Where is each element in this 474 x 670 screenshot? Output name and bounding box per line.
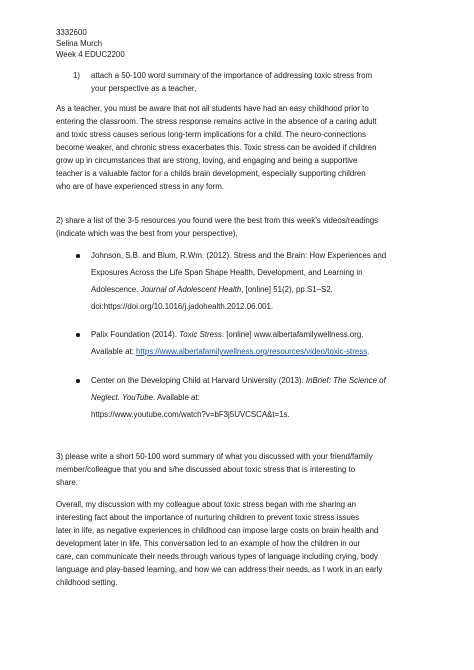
reference-1-text: , [online] 51(2), pp.S1–S2.: [241, 285, 333, 294]
reference-1-line: Exposures Across the Life Span Shape Health, Development, and Learning in: [91, 268, 363, 277]
reference-2-text: . [online] www.albertafamilywellness.org.: [221, 330, 364, 339]
reference-2-line: [91, 347, 369, 357]
bullet-icon: [76, 254, 80, 258]
answer-1-line: who are of have experienced stress in any form.: [56, 182, 224, 191]
answer-1-line: teacher is a valuable factor for a childs brain development, especially supporting children: [56, 169, 366, 178]
answer-3-line: language and play-based learning, and how we can address their needs, as I work in an early: [56, 565, 383, 574]
reference-2-text: Available at:: [91, 347, 137, 356]
answer-1-line: grow up in circumstances that are strong, loving, and engaging and being a supportive: [56, 156, 358, 165]
bullet-icon: [76, 379, 80, 383]
reference-3-text: Center on the Developing Child at Harvard University (2013).: [91, 376, 306, 385]
reference-3-line: [91, 376, 386, 386]
answer-3-line: development later in life. This conversation led to an example of how the children in our: [56, 539, 361, 548]
reference-2-link[interactable]: https://www.albertafamilywellness.org/resources/video/toxic-stress: [136, 347, 368, 356]
reference-3-text: . Available at:: [153, 393, 200, 402]
question-2-prompt-line: (indicate which was the best from your perspective),: [56, 229, 238, 238]
reference-3-title: Neglect. YouTube: [91, 393, 153, 402]
student-name: Selina Murch: [56, 39, 103, 48]
reference-2-title: Toxic Stress: [179, 330, 222, 339]
answer-1-line: and toxic stress causes serious long-term implications for a child. The neuro-connections: [56, 130, 366, 139]
reference-2-line: [91, 330, 364, 340]
reference-3-line: [91, 393, 200, 403]
answer-1-line: become weaker, and chronic stress exacerbates this. Toxic stress can be avoided if children: [56, 143, 377, 152]
answer-3-line: later in life, as negative experiences in childhood can impose large costs on brain health and: [56, 526, 379, 535]
question-1-number: 1): [73, 71, 81, 80]
answer-3-line: interesting fact about the importance of nurturing children to prevent toxic stress issues: [56, 513, 360, 522]
answer-1-line: entering the classroom. The stress response remains active in the absence of a caring adult: [56, 117, 377, 126]
question-2-prompt-line: 2) share a list of the 3-5 resources you found were the best from this week's videos/readings: [56, 216, 379, 225]
answer-3-line: Overall, my discussion with my colleague about toxic stress began with me sharing an: [56, 500, 356, 509]
answer-1-line: As a teacher, you must be aware that not all students have had an easy childhood prior to: [56, 104, 369, 113]
question-3-prompt-line: member/colleague that you and s/he discussed about toxic stress that is interesting to: [56, 465, 356, 474]
answer-3-line: childhood setting.: [56, 578, 118, 587]
reference-2-text: Palix Foundation (2014).: [91, 330, 180, 339]
reference-1-doi: doi:https://doi.org/10.1016/j.jadohealth.2012.06.001.: [91, 302, 274, 311]
reference-3-url: https://www.youtube.com/watch?v=bF3j5UVCSCA&t=1s.: [91, 410, 290, 419]
reference-1-journal: Journal of Adolescent Health: [140, 285, 242, 294]
answer-3-line: care, can communicate their needs through various types of language including crying, body: [56, 552, 378, 561]
reference-1-line: Johnson, S.B. and Blum, R.Wm. (2012). Stress and the Brain: How Experiences and: [91, 251, 387, 260]
reference-2-text: .: [367, 347, 370, 356]
reference-1-text: Adolescence.: [91, 285, 141, 294]
course-code: Week 4 EDUC2200: [56, 50, 125, 59]
student-id: 3332600: [56, 28, 87, 37]
bullet-icon: [76, 333, 80, 337]
question-1-prompt-line: your perspective as a teacher,: [91, 84, 197, 93]
reference-3-title: InBrief: The Science of: [305, 376, 386, 385]
reference-1-line: [91, 285, 333, 295]
question-1-prompt-line: attach a 50-100 word summary of the importance of addressing toxic stress from: [91, 71, 373, 80]
question-3-prompt-line: share.: [56, 478, 78, 487]
question-3-prompt-line: 3) please write a short 50-100 word summary of what you discussed with your friend/family: [56, 452, 373, 461]
